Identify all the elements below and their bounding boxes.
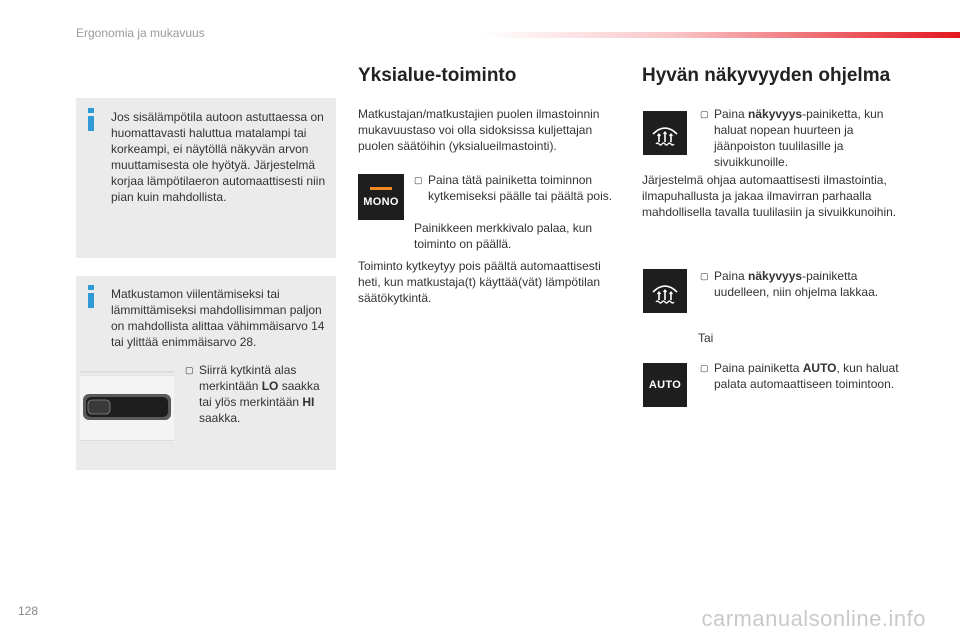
visibility-description: Järjestelmä ohjaa automaattisesti ilmastointia, ilmapuhallusta ja jakaa ilmavirran parhaalla mahdollisella tavalla tuulilasiin ja sivuikkunoihin.: [642, 173, 897, 219]
section-title-visibility: Hyvän näkyvyyden ohjelma: [642, 65, 891, 86]
mono-indicator-light: [370, 187, 392, 190]
bullet-box-icon: ▢: [700, 109, 709, 119]
bullet-auto: ▢ Paina painiketta AUTO, kun haluat palata automaattiseen toimintoon.: [700, 361, 899, 391]
bullet-visibility-off: ▢ Paina näkyvyys-painiketta uudelleen, niin ohjelma lakkaa.: [700, 269, 879, 299]
mono-outro: Toiminto kytkeytyy pois päältä automaattisesti heti, kun matkustaja(t) käyttää(vät) lämpötilan säätökytkintä.: [358, 259, 601, 305]
bullet-visibility-on: ▢ Paina näkyvyys-painiketta, kun haluat nopean huurteen ja jäänpoiston tuulilasille ja sivuikkunoille.: [700, 107, 884, 169]
header-accent-bar: [480, 32, 960, 38]
auto-button-icon: [643, 363, 687, 407]
chapter-title: Ergonomia ja mukavuus: [76, 26, 205, 40]
bullet-box-icon: ▢: [700, 271, 709, 281]
bullet-mono: ▢ Paina tätä painiketta toiminnon kytkemiseksi päälle tai päältä pois.: [414, 173, 613, 203]
visibility-button-icon: [643, 111, 687, 155]
mono-button-label: MONO: [363, 195, 399, 208]
bullet-switch: ▢ Siirrä kytkintä alas merkintään LO saakka tai ylös merkintään HI saakka.: [185, 363, 320, 425]
bullet-box-icon: ▢: [185, 365, 194, 375]
bullet-box-icon: ▢: [414, 175, 423, 185]
defrost-icon: [650, 120, 680, 146]
page-number: 128: [18, 604, 39, 618]
info-icon: [88, 108, 94, 131]
temperature-switch-illustration: [80, 370, 174, 444]
defrost-icon: [650, 278, 680, 304]
mono-button-icon: [358, 174, 404, 220]
info-text-temperature: Jos sisälämpötila autoon astuttaessa on huomattavasti haluttua matalampi tai korkeampi, ei näytöllä näkyvän arvon muuttamisesta ole hyötyä. Järjestelmä korjaa lämpötilaeron automaattisesti niin pian kuin mahdollista.: [111, 110, 326, 204]
section-title-mono: Yksialue-toiminto: [358, 65, 517, 86]
mono-intro: Matkustajan/matkustajien puolen ilmastoinnin mukavuustaso voi olla sidoksissa kuljettajan puolen säätöihin (yksialueilmastointi).: [358, 107, 600, 153]
info-icon: [88, 285, 94, 308]
visibility-button-icon-2: [643, 269, 687, 313]
or-text: Tai: [698, 331, 714, 345]
watermark: carmanualsonline.info: [701, 606, 926, 631]
bullet-box-icon: ▢: [700, 363, 709, 373]
auto-button-label: AUTO: [648, 379, 682, 391]
mono-indicator-note: Painikkeen merkkivalo palaa, kun toiminto on päällä.: [414, 221, 593, 251]
info-text-max-heating: Matkustamon viilentämiseksi tai lämmittämiseksi mahdollisimman paljon on mahdollista alittaa vähimmäisarvo 14 tai ylittää enimmäisarvo 28.: [111, 287, 325, 349]
